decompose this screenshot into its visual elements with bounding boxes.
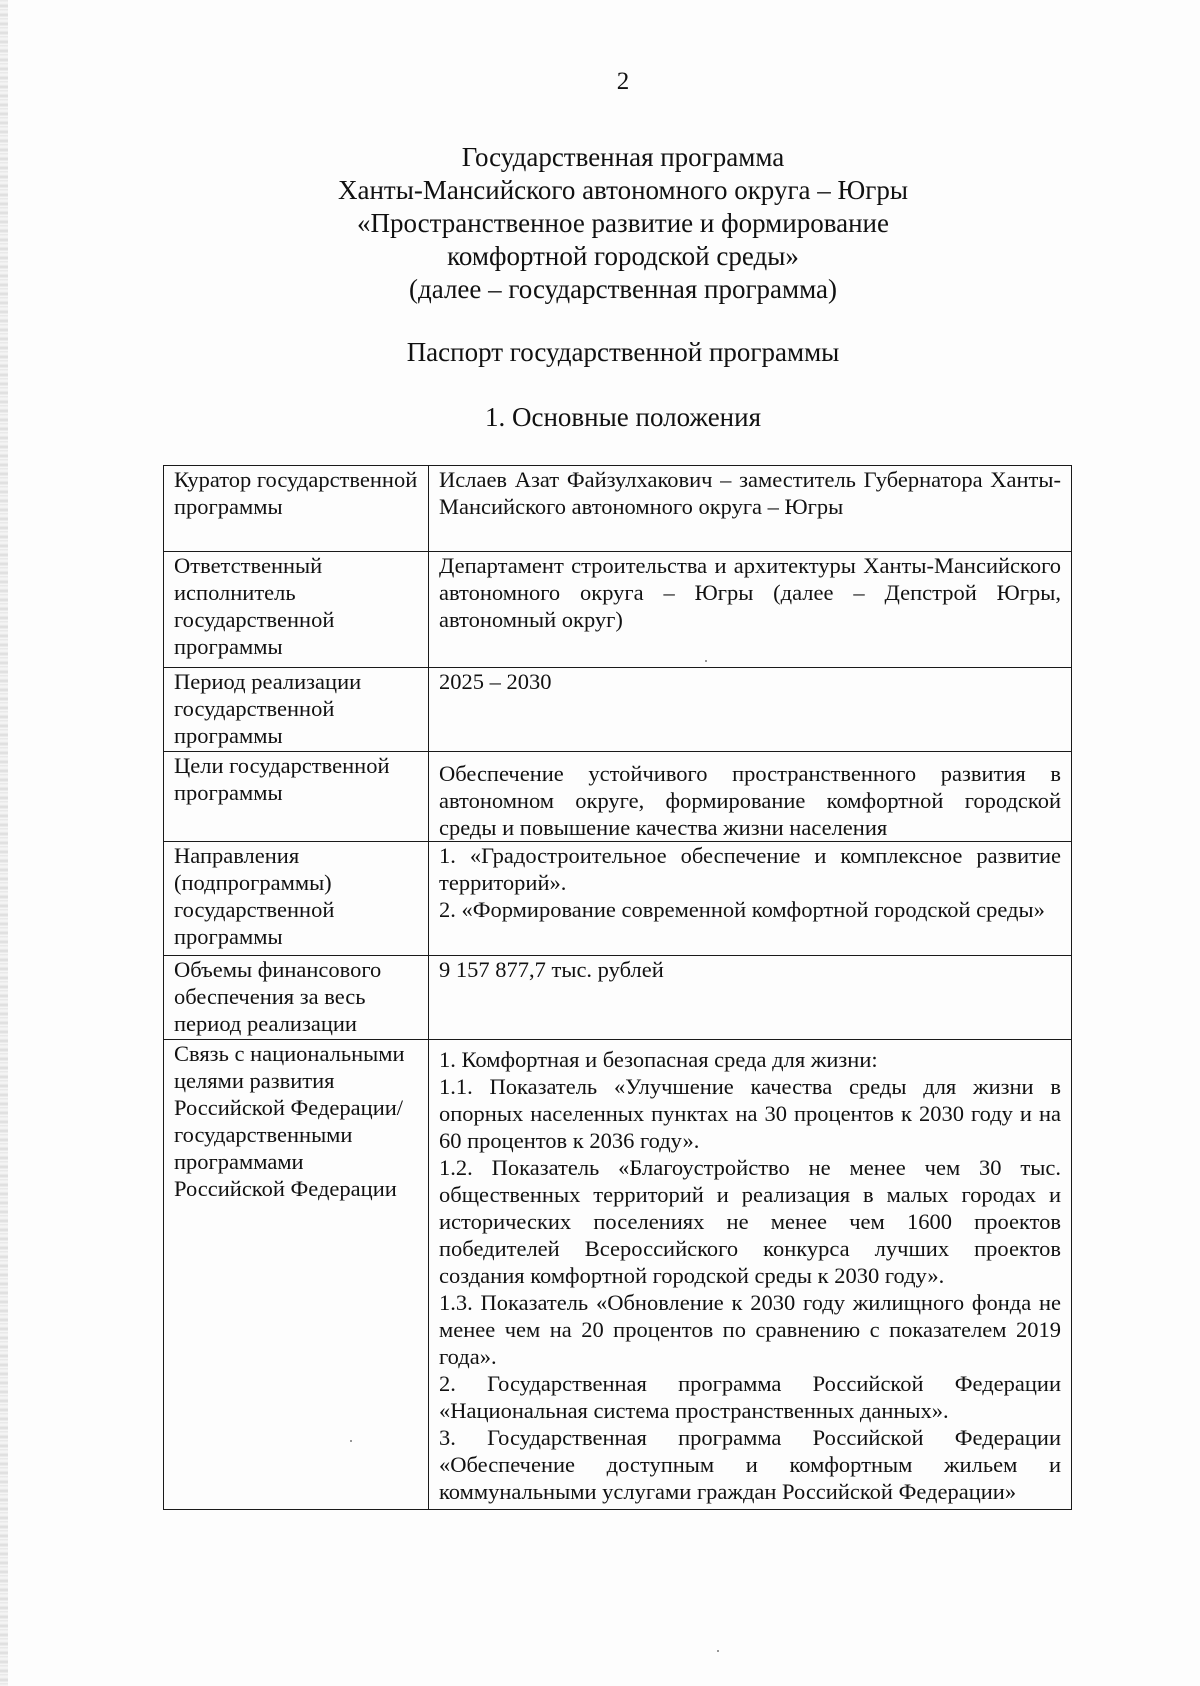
table-row xyxy=(164,956,1072,1040)
title-line: Государственная программа xyxy=(461,142,785,172)
row-label: Куратор государственной программы xyxy=(164,466,429,552)
title-line: (далее – государственная программа) xyxy=(409,274,837,304)
scan-speck xyxy=(350,1440,352,1442)
row-value xyxy=(429,552,1072,668)
table-row xyxy=(164,466,1072,552)
title-line: комфортной городской среды» xyxy=(447,241,799,271)
passport-table xyxy=(163,465,1072,1510)
program-title xyxy=(0,141,1200,306)
value-paragraph: 2. «Формирование современной комфортной городской среды» xyxy=(439,897,1045,922)
table-row xyxy=(164,552,1072,668)
section-title: 1. Основные положения xyxy=(485,402,761,432)
value-paragraph: 2025 – 2030 xyxy=(439,669,552,694)
table-row xyxy=(164,668,1072,752)
value-paragraph: Ислаев Азат Файзулхакович – заместитель Губернатора Ханты-Мансийского автономного округа – Югры xyxy=(439,467,1061,519)
value-paragraph: 1. «Градостроительное обеспечение и комплексное развитие территорий». xyxy=(439,843,1061,895)
row-value xyxy=(429,752,1072,842)
row-value xyxy=(429,956,1072,1040)
table-row xyxy=(164,842,1072,956)
value-paragraph: 1. Комфортная и безопасная среда для жизни: xyxy=(439,1047,878,1072)
row-label: Цели государственной программы xyxy=(164,752,429,842)
row-value xyxy=(429,842,1072,956)
row-label: Объемы финансового обеспечения за весь период реализации xyxy=(164,956,429,1040)
value-paragraph: 1.2. Показатель «Благоустройство не менее чем 30 тыс. общественных территорий и реализация в малых городах и исторических поселениях не менее чем 1600 проектов победителей Всероссийского конкурса лучших проектов создания комфортной городской среды к 2030 году». xyxy=(439,1155,1061,1288)
row-label: Ответственный исполнитель государственной программы xyxy=(164,552,429,668)
value-paragraph: Департамент строительства и архитектуры Ханты-Мансийского автономного округа – Югры (далее – Депстрой Югры, автономный округ) xyxy=(439,553,1061,632)
value-paragraph: Обеспечение устойчивого пространственного развития в автономном округе, формирование комфортной городской среды и повышение качества жизни населения xyxy=(439,761,1061,840)
page-number: 2 xyxy=(616,68,630,95)
scan-speck xyxy=(717,1650,719,1652)
value-paragraph: 2. Государственная программа Российской Федерации «Национальная система пространственных данных». xyxy=(439,1371,1061,1423)
table-row xyxy=(164,1040,1072,1510)
row-label: Направления (подпрограммы) государственной программы xyxy=(164,842,429,956)
title-line: «Пространственное развитие и формирование xyxy=(357,208,889,238)
passport-title: Паспорт государственной программы xyxy=(406,337,840,367)
row-label: Связь с национальными целями развития Российской Федерации/ государственными программами Российской Федерации xyxy=(164,1040,429,1510)
value-paragraph: 1.3. Показатель «Обновление к 2030 году жилищного фонда не менее чем на 20 процентов по сравнению с показателем 2019 года». xyxy=(439,1290,1061,1369)
title-line: Ханты-Мансийского автономного округа – Югры xyxy=(338,175,908,205)
value-paragraph: 3. Государственная программа Российской Федерации «Обеспечение доступным и комфортным жильем и коммунальными услугами граждан Российской Федерации» xyxy=(439,1425,1061,1504)
row-value xyxy=(429,466,1072,552)
table-row xyxy=(164,752,1072,842)
row-value xyxy=(429,668,1072,752)
scan-speck xyxy=(705,660,707,662)
value-paragraph: 9 157 877,7 тыс. рублей xyxy=(439,957,664,982)
value-paragraph: 1.1. Показатель «Улучшение качества среды для жизни в опорных населенных пунктах на 30 процентов к 2030 году и на 60 процентов к 2036 году». xyxy=(439,1074,1061,1153)
row-label: Период реализации государственной программы xyxy=(164,668,429,752)
row-value xyxy=(429,1040,1072,1510)
